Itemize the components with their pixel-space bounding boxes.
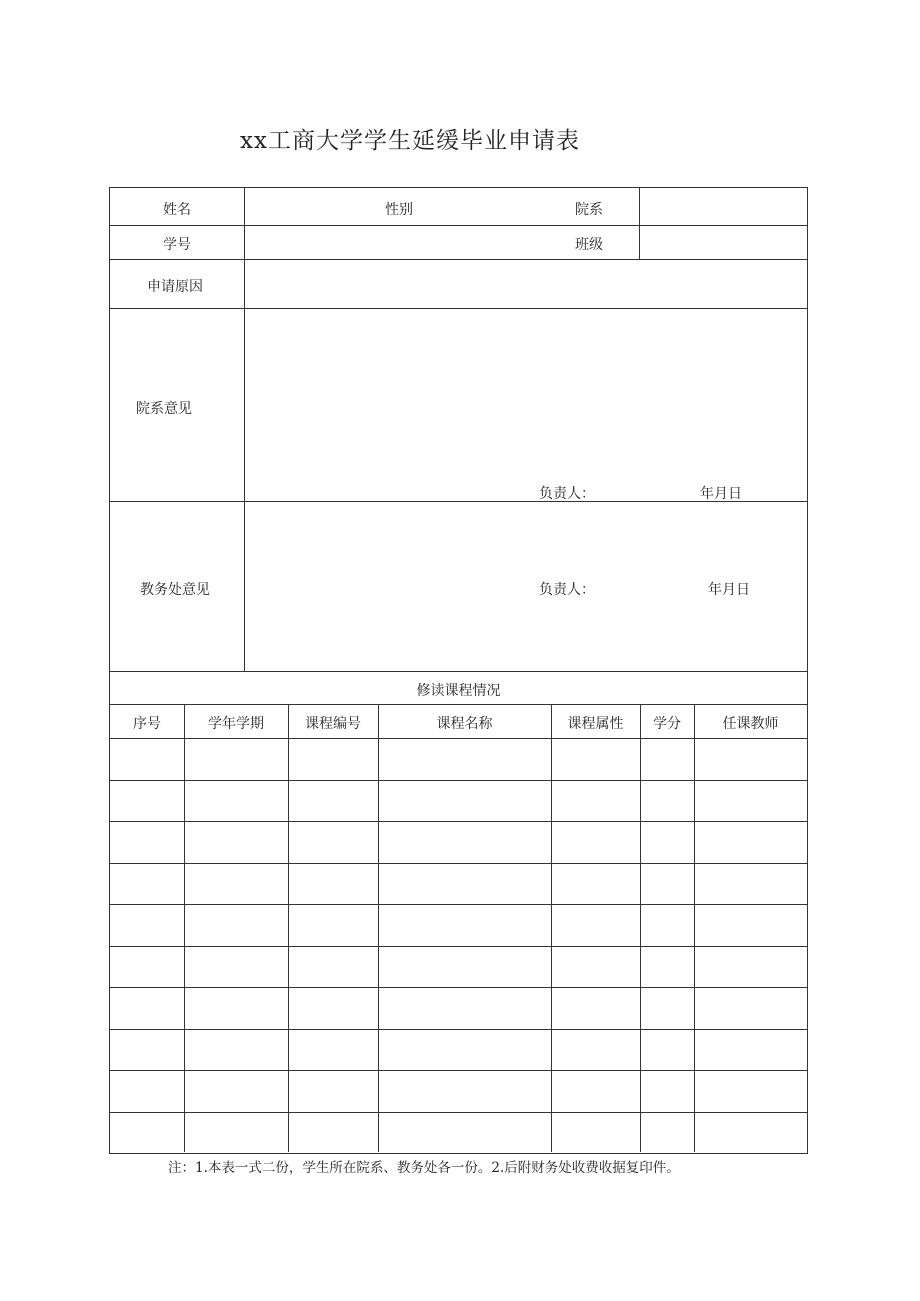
row-divider xyxy=(110,1070,807,1071)
application-form xyxy=(109,187,808,672)
col-divider xyxy=(551,705,552,1152)
row-divider xyxy=(110,987,807,988)
row-divider xyxy=(110,1029,807,1030)
col-divider xyxy=(288,705,289,1152)
gender-label: 性别 xyxy=(385,202,413,218)
row-divider xyxy=(110,1112,807,1113)
course-header-cell: 序号 xyxy=(133,716,161,732)
department-field[interactable] xyxy=(641,189,806,224)
col-divider xyxy=(639,188,640,259)
academic-opinion-label: 教务处意见 xyxy=(140,582,210,598)
reason-label: 申请原因 xyxy=(147,279,203,295)
department-label: 院系 xyxy=(575,202,603,218)
row-divider xyxy=(110,780,807,781)
course-header-cell: 课程名称 xyxy=(436,716,493,732)
row-divider xyxy=(110,946,807,947)
course-section-title: 修读课程情况 xyxy=(416,683,501,699)
course-header-cell: 课程编号 xyxy=(305,716,361,732)
course-header-cell: 学年学期 xyxy=(208,716,264,732)
col-divider xyxy=(244,188,245,671)
row-divider xyxy=(110,863,807,864)
dept-signer-label: 负责人： xyxy=(539,486,595,502)
course-header-cell: 课程属性 xyxy=(567,716,624,732)
dept-opinion-field[interactable] xyxy=(246,309,806,479)
row-divider xyxy=(110,821,807,822)
col-divider xyxy=(640,705,641,1152)
class-field[interactable] xyxy=(641,226,806,258)
class-label: 班级 xyxy=(575,237,603,253)
row-divider xyxy=(110,904,807,905)
academic-signer-label: 负责人： xyxy=(539,582,595,598)
footnote: 注：1.本表一式二份，学生所在院系、教务处各一份。2.后附财务处收费收据复印件。 xyxy=(168,1160,680,1176)
course-section xyxy=(109,671,808,1154)
student-id-field[interactable] xyxy=(246,226,546,258)
academic-date-label: 年月日 xyxy=(708,582,750,598)
form-title: xx工商大学学生延缓毕业申请表 xyxy=(240,128,580,154)
dept-date-label: 年月日 xyxy=(700,486,742,502)
col-divider xyxy=(378,705,379,1152)
course-header-cell: 学分 xyxy=(653,716,681,732)
reason-field[interactable] xyxy=(246,260,806,307)
name-label: 姓名 xyxy=(163,202,191,218)
row-divider xyxy=(110,738,807,739)
gender-field[interactable] xyxy=(420,189,560,224)
col-divider xyxy=(694,705,695,1152)
course-header-cell: 任课教师 xyxy=(722,716,779,732)
dept-opinion-label: 院系意见 xyxy=(136,401,192,417)
col-divider xyxy=(184,705,185,1152)
row-divider xyxy=(110,704,807,705)
student-id-label: 学号 xyxy=(163,237,191,253)
name-field[interactable] xyxy=(246,189,376,224)
